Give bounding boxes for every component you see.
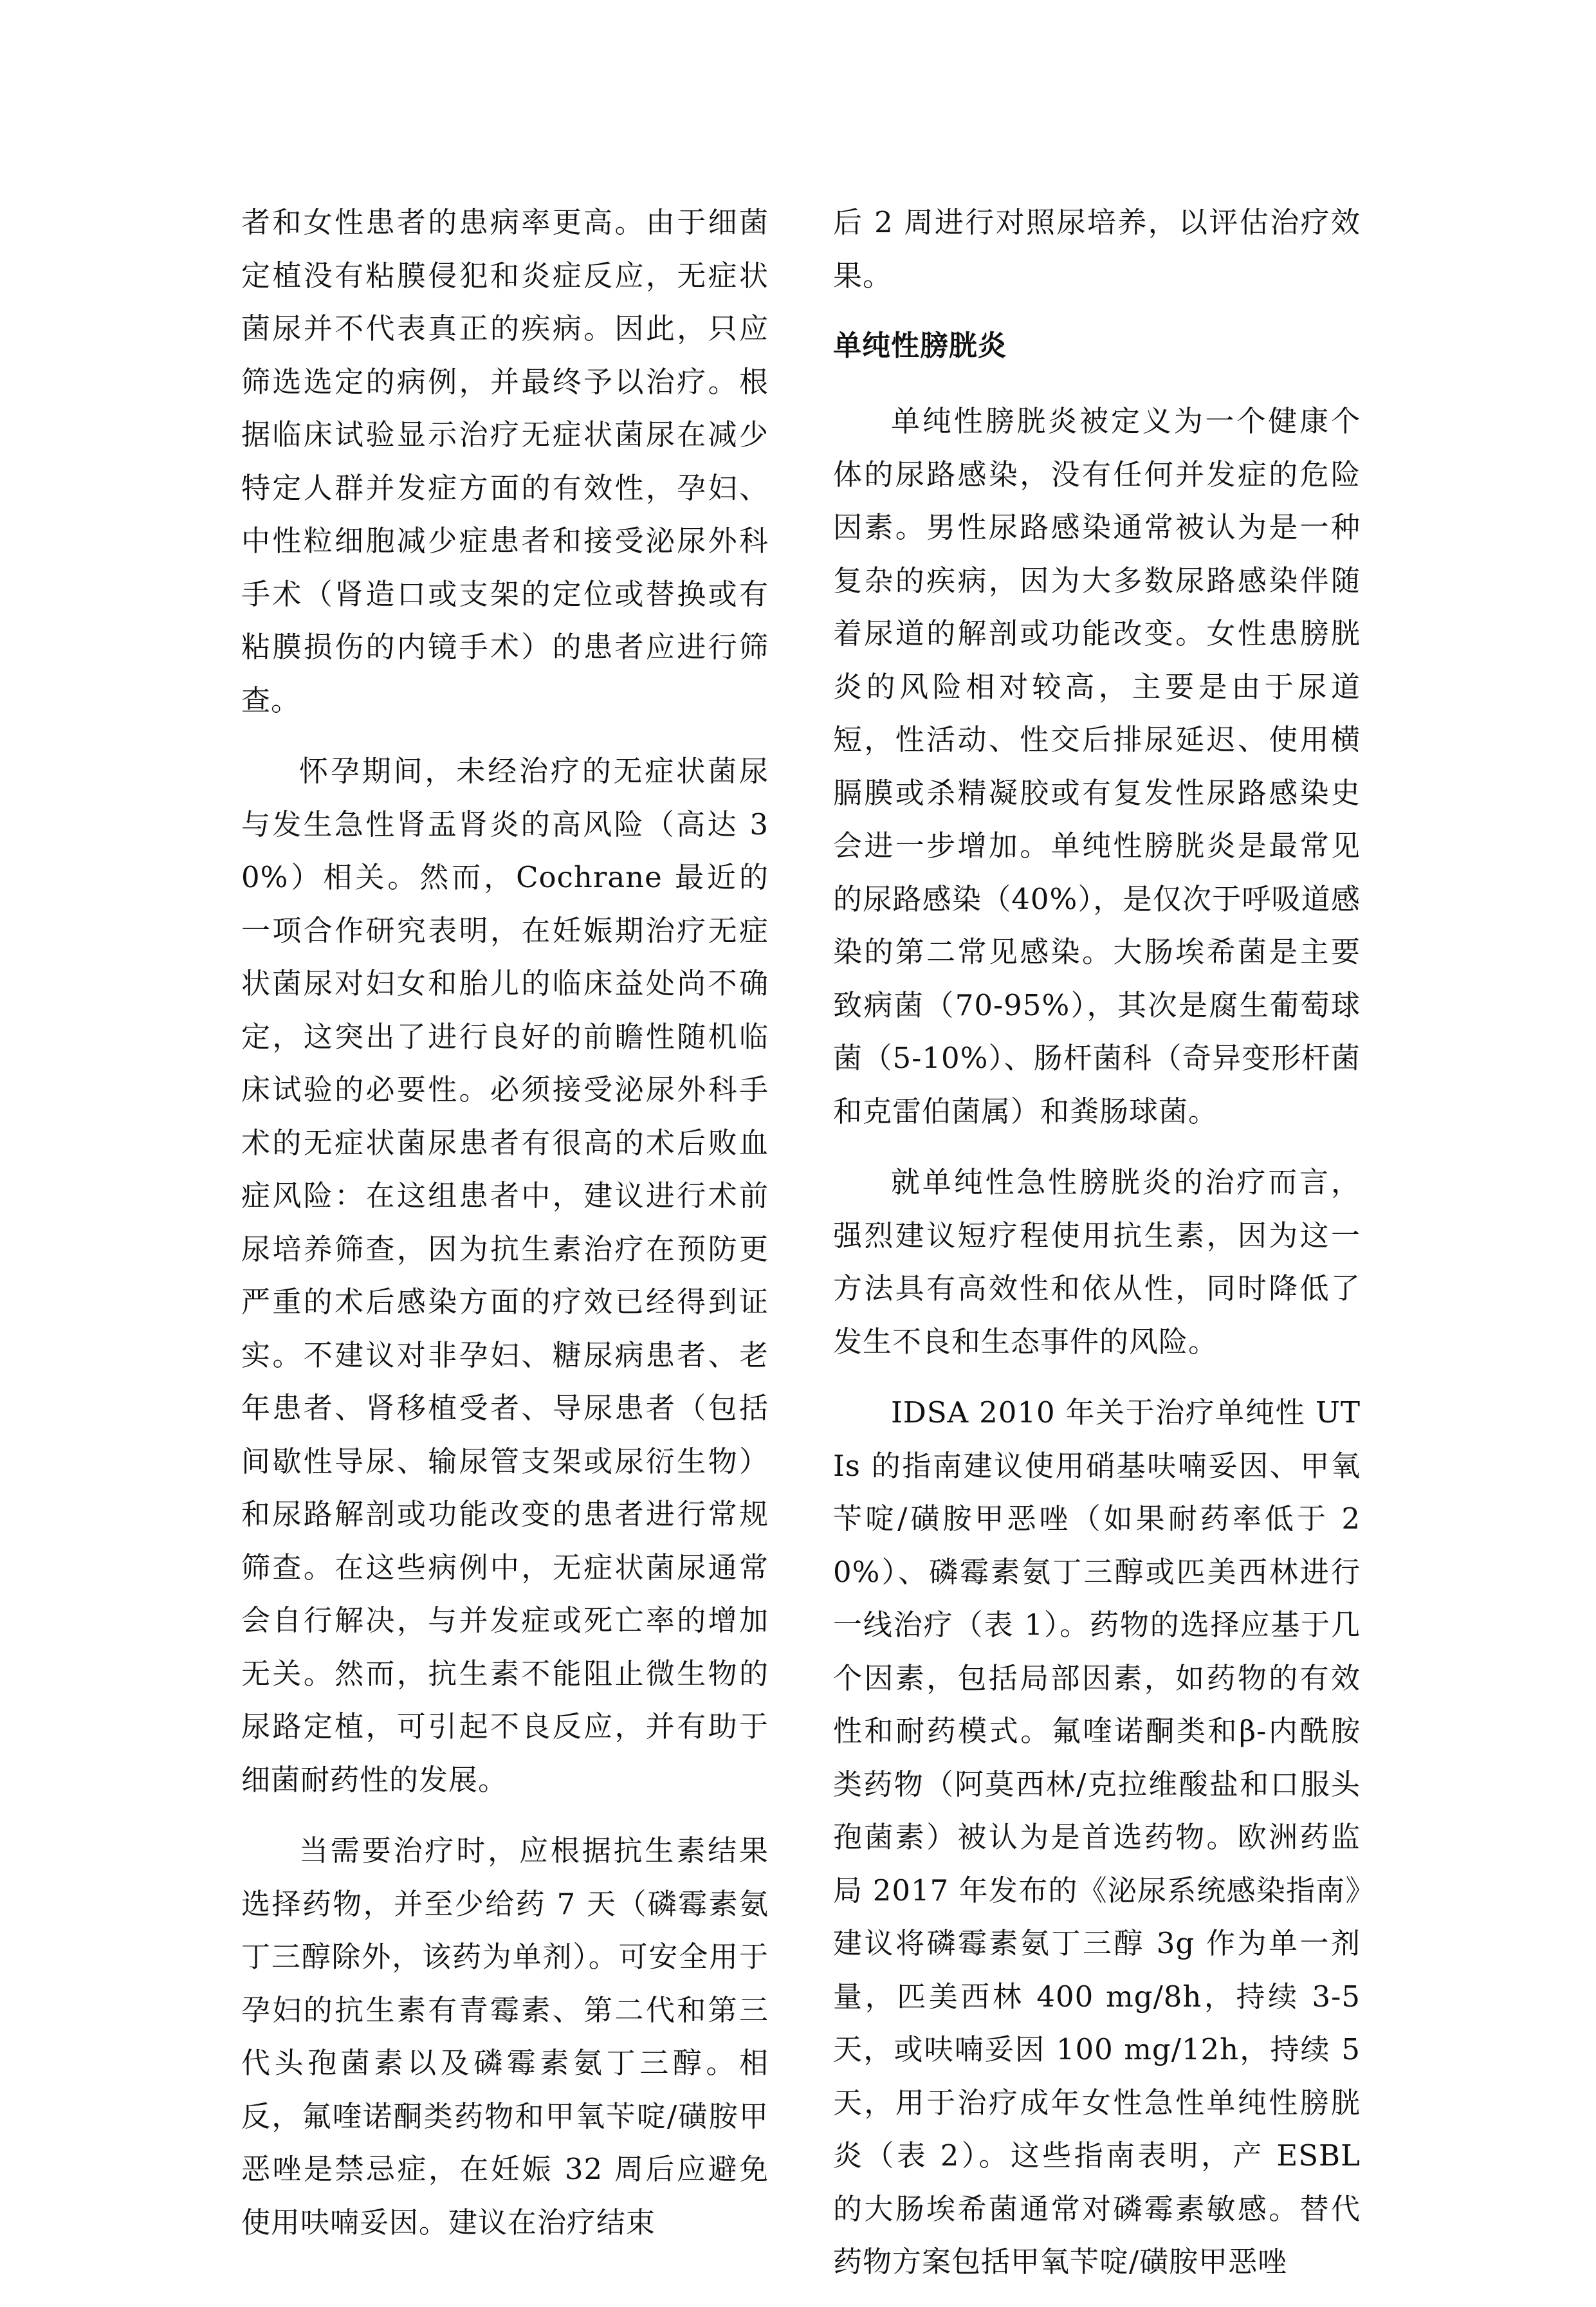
paragraph-asymptomatic-bacteriuria-screening: 者和女性患者的患病率更高。由于细菌定植没有粘膜侵犯和炎症反应，无症状菌尿并不代表真正的疾病。因此，只应筛选选定的病例，并最终予以治疗。根据临床试验显示治疗无症状菌尿在减少特定人群并发症方面的有效性，孕妇、中性粒细胞减少症患者和接受泌尿外科手术（肾造口或支架的定位或替换或有粘膜损伤的内镜手术）的患者应进行筛查。 bbox=[241, 205, 769, 717]
paragraph-pregnancy-bacteriuria-risk: 怀孕期间，未经治疗的无症状菌尿与发生急性肾盂肾炎的高风险（高达 30%）相关。然而，Cochrane 最近的一项合作研究表明，在妊娠期治疗无症状菌尿对妇女和胎儿的临床益处尚不确定，这突出了进行良好的前瞻性随机临床试验的必要性。必须接受泌尿外科手术的无症状菌尿患者有很高的术后败血症风险：在这组患者中，建议进行术前尿培养筛查，因为抗生素治疗在预防更严重的术后感染方面的疗效已经得到证实。不建议对非孕妇、糖尿病患者、老年患者、肾移植受者、导尿患者（包括间歇性导尿、输尿管支架或尿衍生物）和尿路解剖或功能改变的患者进行常规筛查。在这些病例中，无症状菌尿通常会自行解决，与并发症或死亡率的增加无关。然而，抗生素不能阻止微生物的尿路定植，可引起不良反应，并有助于细菌耐药性的发展。 bbox=[241, 754, 769, 1797]
section-heading-uncomplicated-cystitis: 单纯性膀胱炎 bbox=[833, 329, 1007, 362]
right-column bbox=[833, 196, 1361, 2307]
paragraph-follow-up-culture: 后 2 周进行对照尿培养，以评估治疗效果。 bbox=[833, 205, 1361, 293]
paragraph-short-course-antibiotics: 就单纯性急性膀胱炎的治疗而言，强烈建议短疗程使用抗生素，因为这一方法具有高效性和依从性，同时降低了发生不良和生态事件的风险。 bbox=[833, 1165, 1361, 1359]
paragraph-cystitis-definition: 单纯性膀胱炎被定义为一个健康个体的尿路感染，没有任何并发症的危险因素。男性尿路感染通常被认为是一种复杂的疾病，因为大多数尿路感染伴随着尿道的解剖或功能改变。女性患膀胱炎的风险相对较高，主要是由于尿道短，性活动、性交后排尿延迟、使用横膈膜或杀精凝胶或有复发性尿路感染史会进一步增加。单纯性膀胱炎是最常见的尿路感染（40%），是仅次于呼吸道感染的第二常见感染。大肠埃希菌是主要致病菌（70-95%），其次是腐生葡萄球菌（5-10%）、肠杆菌科（奇异变形杆菌和克雷伯菌属）和粪肠球菌。 bbox=[833, 404, 1361, 1128]
left-column bbox=[241, 196, 769, 2267]
paragraph-idsa-guidelines: IDSA 2010 年关于治疗单纯性 UTIs 的指南建议使用硝基呋喃妥因、甲氧苄啶/磺胺甲恶唑（如果耐药率低于 20%）、磷霉素氨丁三醇或匹美西林进行一线治疗（表 1）。药物的选择应基于几个因素，包括局部因素，如药物的有效性和耐药模式。氟喹诺酮类和β-内酰胺类药物（阿莫西林/克拉维酸盐和口服头孢菌素）被认为是首选药物。欧洲药监局 2017 年发布的《泌尿系统感染指南》建议将磷霉素氨丁三醇 3g 作为单一剂量，匹美西林 400 mg/8h，持续 3-5 天，或呋喃妥因 100 mg/12h，持续 5 天，用于治疗成年女性急性单纯性膀胱炎（表 2）。这些指南表明，产 ESBL 的大肠埃希菌通常对磷霉素敏感。替代药物方案包括甲氧苄啶/磺胺甲恶唑 bbox=[833, 1395, 1361, 2279]
paragraph-treatment-selection: 当需要治疗时，应根据抗生素结果选择药物，并至少给药 7 天（磷霉素氨丁三醇除外，该药为单剂）。可安全用于孕妇的抗生素有青霉素、第二代和第三代头孢菌素以及磷霉素氨丁三醇。相反，氟喹诺酮类药物和甲氧苄啶/磺胺甲恶唑是禁忌症，在妊娠 32 周后应避免使用呋喃妥因。建议在治疗结束 bbox=[241, 1834, 769, 2239]
